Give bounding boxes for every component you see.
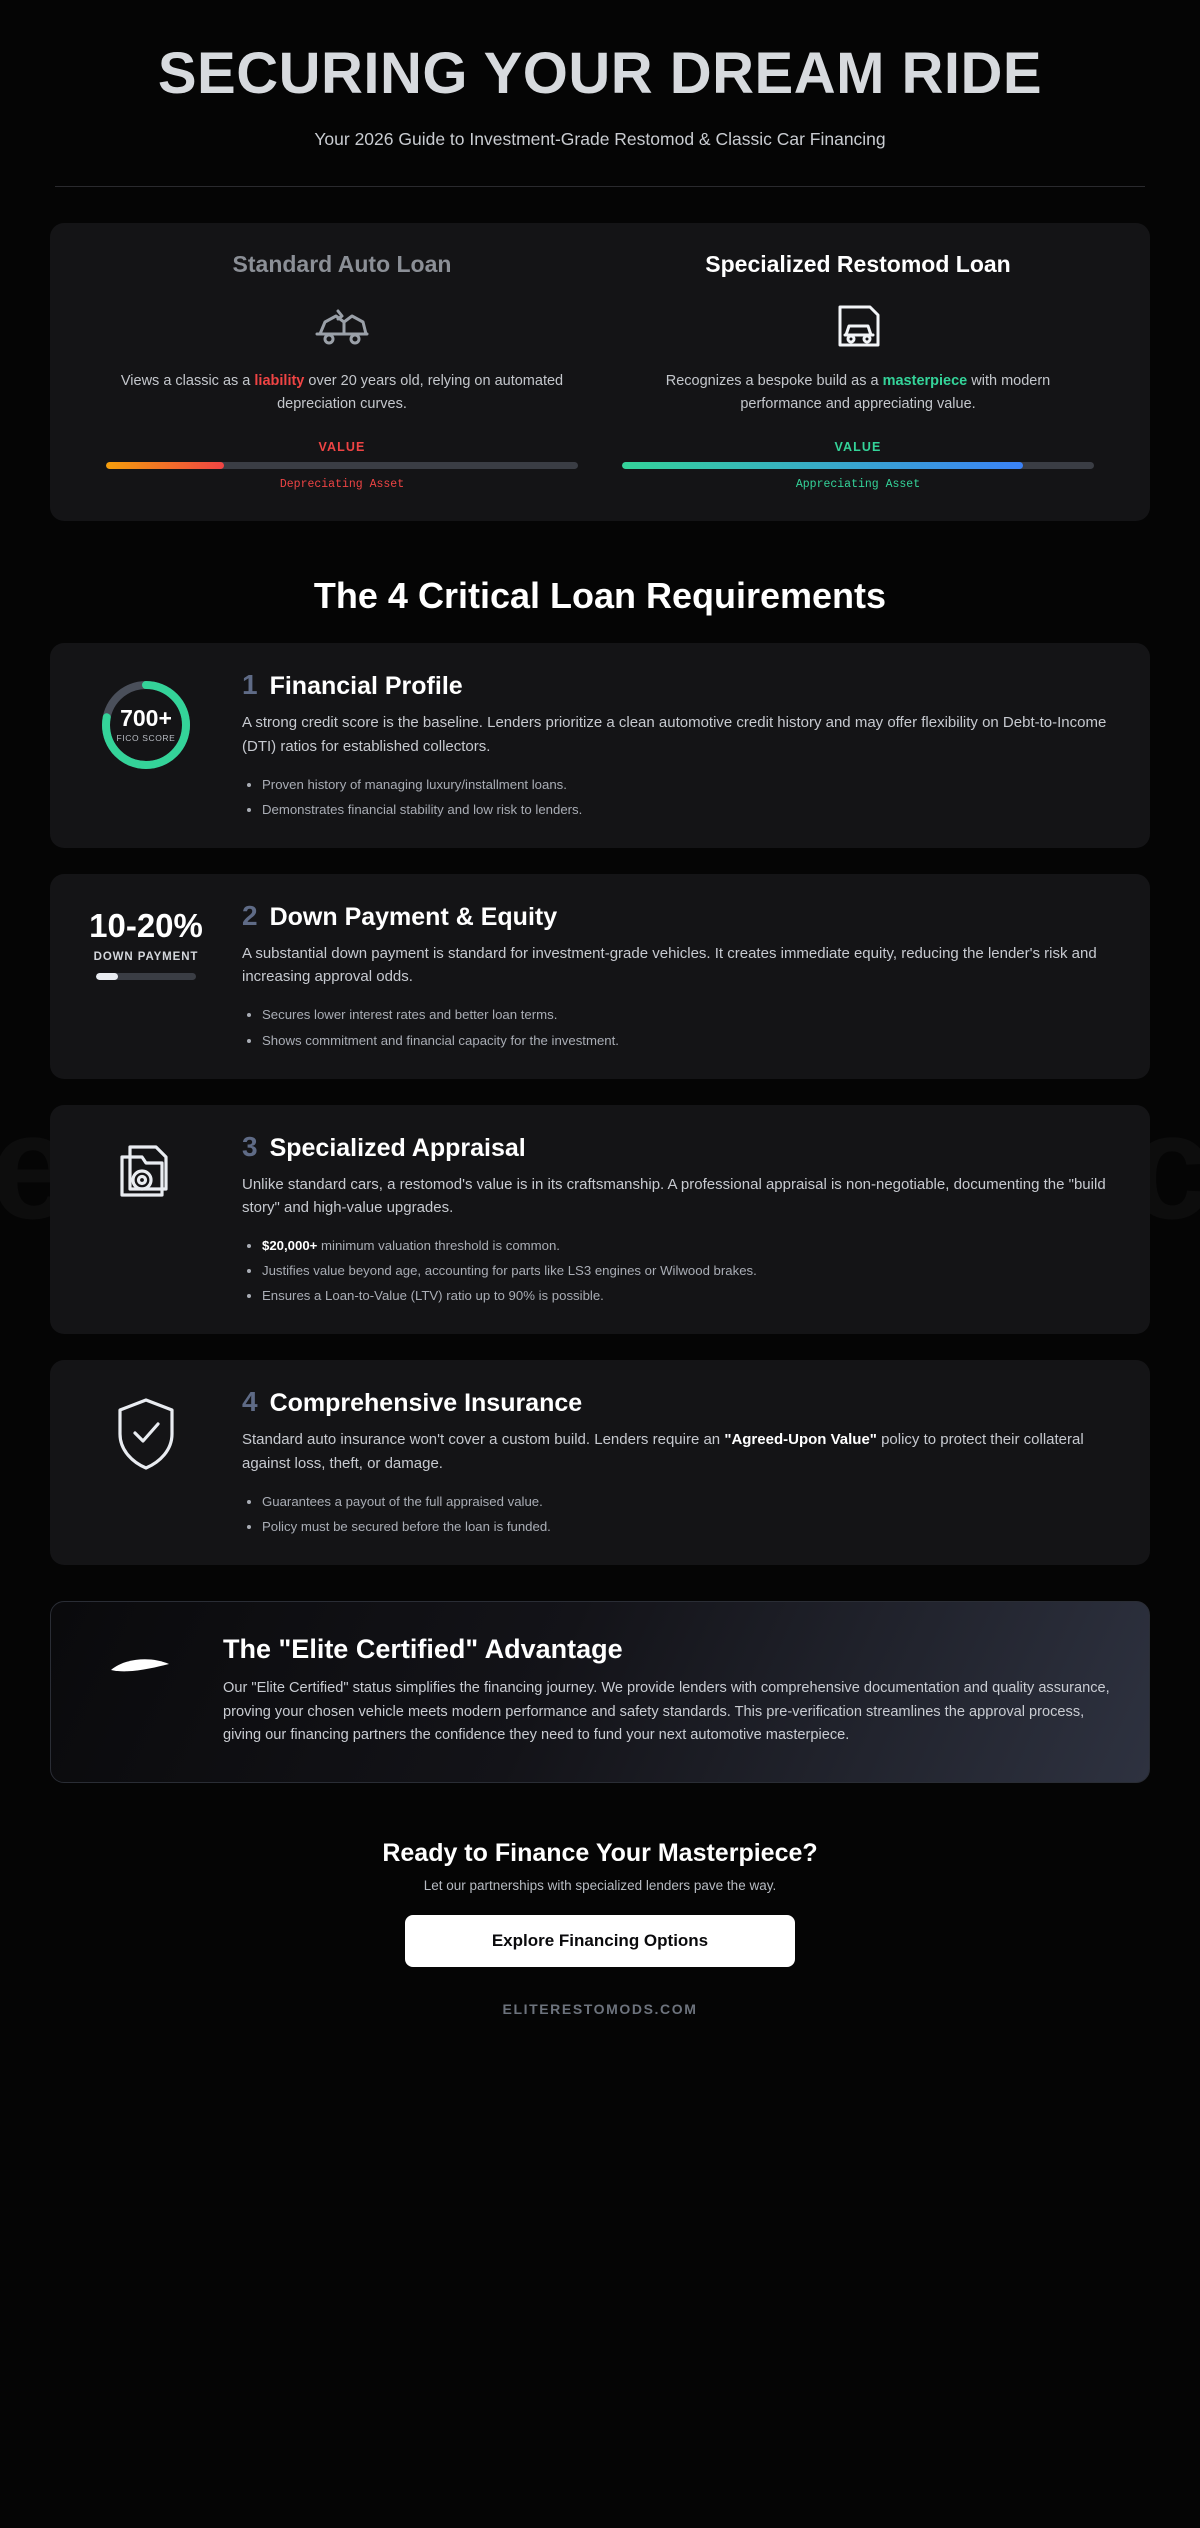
specialized-loan-heading: Specialized Restomod Loan — [705, 251, 1011, 278]
standard-meter-caption: Depreciating Asset — [279, 478, 405, 492]
requirement-bullets — [242, 1489, 1120, 1539]
standard-desc-pre: Views a classic as a — [120, 373, 255, 390]
standard-loan-description — [106, 370, 578, 420]
specialized-loan-description — [622, 370, 1094, 420]
down-payment-visual — [76, 900, 216, 980]
footer-domain: ELITERESTOMODS.COM — [502, 2000, 698, 2017]
requirement-title: Comprehensive Insurance — [269, 1389, 583, 1418]
list-item: • Justifies value beyond age, accounting for parts like LS3 engines or Wilwood brakes. — [262, 1258, 1120, 1283]
requirement-number: 2 — [242, 899, 258, 931]
footer-subtitle: Let our partnerships with specialized lenders pave the way. — [423, 1877, 777, 1893]
requirement-description: A substantial down payment is standard for investment-grade vehicles. It creates immediate equity, reducing the lender's risk and increasing approval odds. — [242, 944, 1097, 986]
standard-desc-post: over 20 years old, relying on automated depreciation curves. — [277, 373, 564, 412]
certified-car-icon — [622, 296, 1094, 358]
header-divider — [55, 186, 1145, 187]
page-header — [50, 0, 1150, 150]
requirement-title: Financial Profile — [269, 672, 463, 701]
specialized-value-label: VALUE — [834, 440, 882, 455]
standard-loan-column — [84, 251, 600, 491]
requirement-number: 1 — [242, 669, 258, 701]
down-payment-bar — [96, 973, 196, 980]
down-payment-value: 10-20% — [89, 906, 203, 944]
requirement-card-down-payment — [50, 874, 1150, 1079]
fico-score-ring — [76, 669, 216, 773]
requirement-bullets — [242, 1233, 1120, 1308]
list-item: • Policy must be secured before the loan is funded. — [262, 1514, 1120, 1539]
insurance-desc-bold: "Agreed-Upon Value" — [724, 1431, 877, 1449]
requirement-bullets — [242, 772, 1120, 822]
elite-certified-card — [50, 1601, 1150, 1783]
standard-loan-heading: Standard Auto Loan — [232, 251, 452, 278]
requirement-card-appraisal — [50, 1105, 1150, 1335]
requirement-bullets — [242, 1002, 1120, 1052]
page-footer — [50, 1839, 1150, 2017]
standard-value-label: VALUE — [318, 440, 366, 455]
requirement-card-insurance — [50, 1360, 1150, 1565]
specialized-value-meter — [622, 462, 1094, 469]
loan-comparison-card — [50, 223, 1150, 521]
requirement-description: A strong credit score is the baseline. Lenders prioritize a clean automotive credit history and may offer flexibility on Debt-to-Income (DTI) ratios for established collectors. — [242, 714, 1107, 755]
list-item: • Shows commitment and financial capacity for the investment. — [262, 1028, 1120, 1053]
broken-car-icon — [106, 296, 578, 358]
fico-score-value: 700+ — [120, 705, 172, 732]
requirement-card-financial-profile — [50, 643, 1150, 848]
list-item-text: minimum valuation threshold is common. — [317, 1238, 560, 1254]
appraisal-camera-icon — [76, 1131, 216, 1205]
page-subtitle: Your 2026 Guide to Investment-Grade Restomod & Classic Car Financing — [314, 129, 886, 150]
insurance-desc-post: policy to protect their collateral against loss, theft, or damage. — [242, 1431, 1084, 1472]
requirements-section-title: The 4 Critical Loan Requirements — [313, 575, 887, 617]
elite-swoosh-icon — [87, 1634, 197, 1686]
down-payment-caption: DOWN PAYMENT — [93, 950, 199, 963]
requirement-number: 3 — [242, 1130, 258, 1162]
requirement-description — [242, 1428, 1120, 1475]
list-item: • Demonstrates financial stability and low risk to lenders. — [262, 797, 1120, 822]
list-item: • Secures lower interest rates and better loan terms. — [262, 1002, 1120, 1027]
elite-title: The "Elite Certified" Advantage — [223, 1633, 623, 1664]
list-item-highlight: $20,000+ — [262, 1238, 318, 1254]
requirement-description: Unlike standard cars, a restomod's value is in its craftsmanship. A professional appraisal is non-negotiable, documenting the "build story" and high-value upgrades. — [242, 1175, 1106, 1216]
specialized-loan-column — [600, 251, 1116, 491]
standard-desc-keyword: liability — [254, 373, 305, 390]
requirement-title: Specialized Appraisal — [269, 1133, 526, 1162]
footer-title: Ready to Finance Your Masterpiece? — [382, 1838, 818, 1867]
specialized-desc-keyword: masterpiece — [882, 373, 968, 390]
list-item: • Ensures a Loan-to-Value (LTV) ratio up to 90% is possible. — [262, 1283, 1120, 1308]
list-item: • Proven history of managing luxury/installment loans. — [262, 772, 1120, 797]
requirement-title: Down Payment & Equity — [269, 902, 558, 931]
explore-financing-options-button[interactable]: Explore Financing Options — [405, 1915, 795, 1967]
requirement-number: 4 — [242, 1386, 258, 1418]
specialized-desc-post: with modern performance and appreciating value. — [740, 373, 1051, 412]
page-title: SECURING YOUR DREAM RIDE — [157, 41, 1043, 106]
fico-score-caption: FICO SCORE — [116, 733, 176, 744]
list-item — [262, 1233, 1120, 1258]
shield-check-icon — [76, 1386, 216, 1474]
elite-body: Our "Elite Certified" status simplifies the financing journey. We provide lenders with comprehensive documentation and quality assurance, proving your chosen vehicle meets modern performance and safety standards. This pre-verification streamlines the approval process, giving our financing partners the confidence they need to fund your next automotive masterpiece. — [223, 1679, 1110, 1744]
list-item: • Guarantees a payout of the full appraised value. — [262, 1489, 1120, 1514]
insurance-desc-pre: Standard auto insurance won't cover a custom build. Lenders require an — [242, 1431, 725, 1449]
specialized-desc-pre: Recognizes a bespoke build as a — [665, 373, 883, 390]
standard-value-meter — [106, 462, 578, 469]
specialized-meter-caption: Appreciating Asset — [795, 478, 921, 492]
